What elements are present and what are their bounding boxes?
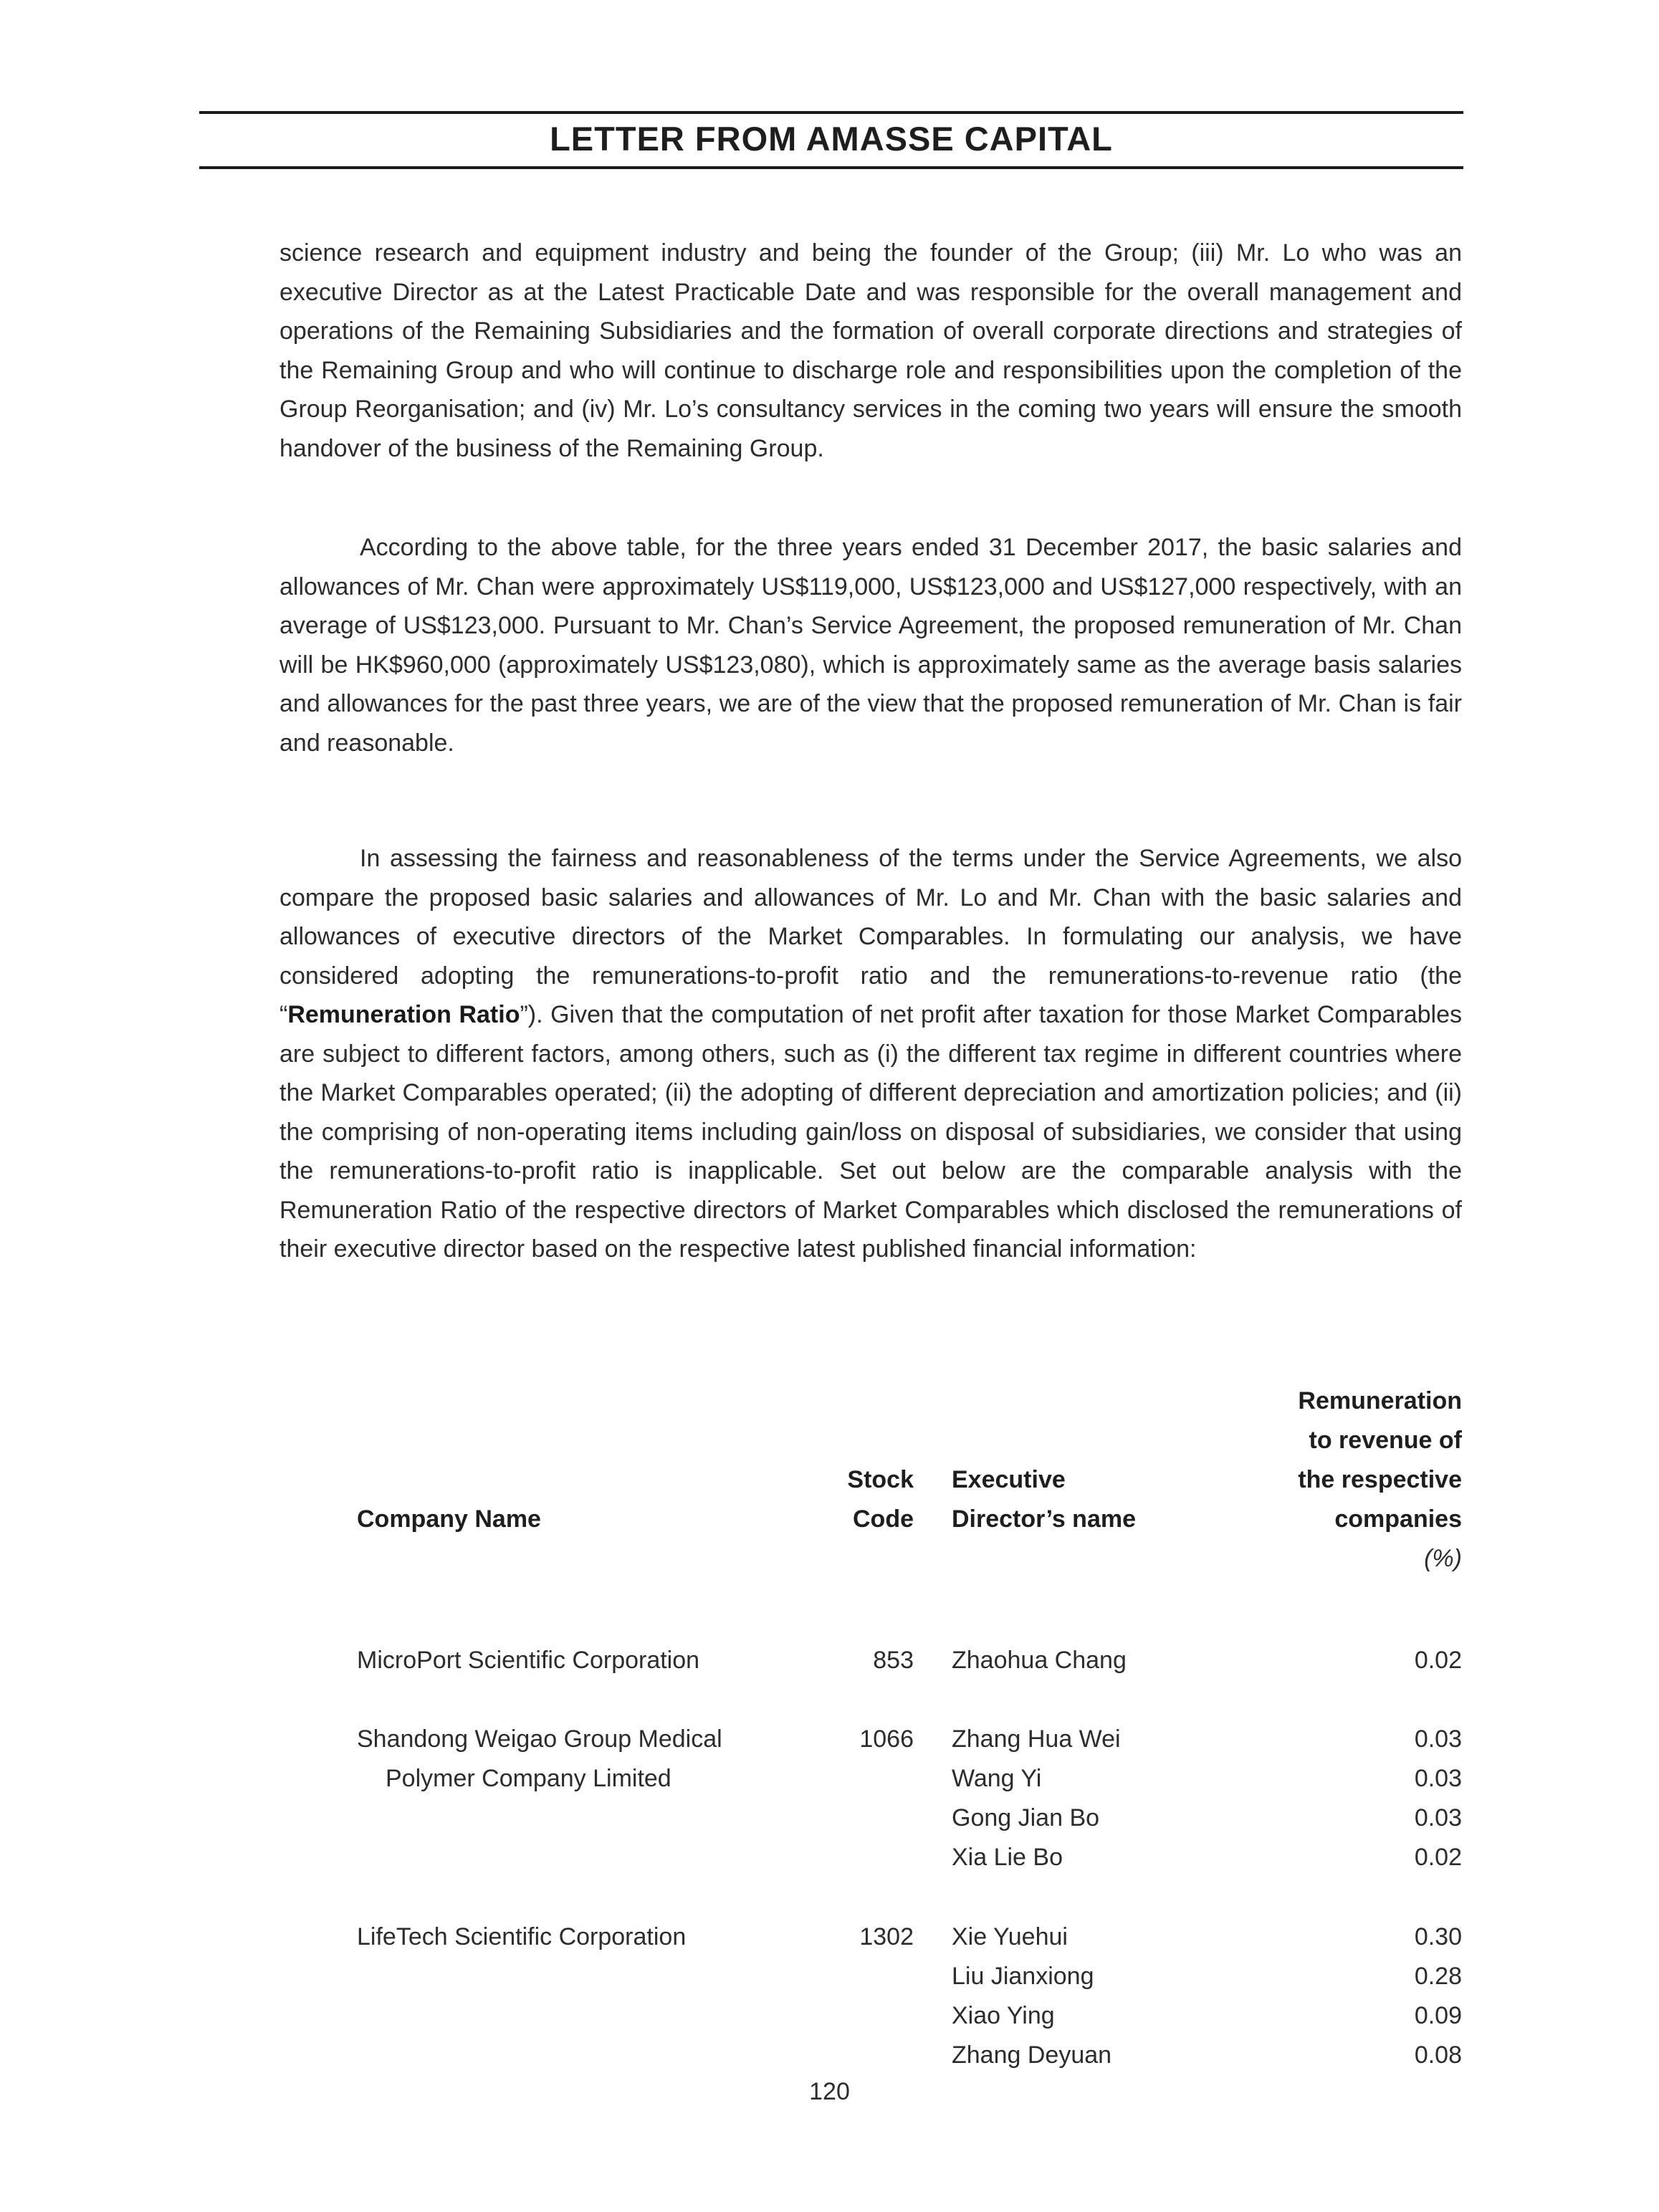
table-cell-director: Xie Yuehui [952, 1923, 1068, 1950]
paragraph-2-text: According to the above table, for the three years ended 31 December 2017, the basic salaries and allowances of Mr. Chan were approximately US$119,000, US$123,000 and US$127,000 respectively, with an average of US$123,000. Pursuant to Mr. Chan’s Service Agreement, the proposed remuneration of Mr. Chan will be HK$960,000 (approximately US$123,080), which is approximately same as the average basis salaries and allowances for the past three years, we are of the view that the proposed remuneration of Mr. Chan is fair and reasonable. [279, 534, 1462, 757]
table-cell-ratio: 0.03 [1414, 1804, 1462, 1832]
table-cell-ratio: 0.28 [1414, 1963, 1462, 1990]
column-header-company-name: Company Name [357, 1505, 541, 1533]
table-cell-director: Xia Lie Bo [952, 1844, 1063, 1871]
table-cell-stock-code: 1066 [859, 1725, 914, 1753]
table-cell-ratio: 0.30 [1414, 1923, 1462, 1950]
column-header-ratio-line-4: companies [1334, 1505, 1462, 1533]
column-header-ratio-line-1: Remuneration [1298, 1387, 1462, 1414]
column-header-ratio-line-3: the respective [1298, 1466, 1462, 1493]
page-number: 120 [809, 2078, 850, 2105]
table-cell-company: MicroPort Scientific Corporation [357, 1647, 700, 1674]
table-cell-company: Shandong Weigao Group Medical [357, 1725, 722, 1753]
table-cell-director: Liu Jianxiong [952, 1963, 1094, 1990]
table-cell-director: Zhaohua Chang [952, 1647, 1127, 1674]
table-cell-director: Gong Jian Bo [952, 1804, 1100, 1832]
table-cell-ratio: 0.02 [1414, 1844, 1462, 1871]
table-cell-ratio: 0.03 [1414, 1765, 1462, 1792]
paragraph-3-text-start: In assessing the fairness and reasonableness of the terms under the Service Agreements, we also compare the proposed basic salaries and allowances of Mr. Lo and Mr. Chan with the basic salaries and allowances of executive directors of the Market Comparables. In formulating our analysis, we have considered adopting the remunerations-to-profit ratio and the remunerations-to-revenue ratio (the “ [279, 845, 1462, 1028]
table-cell-stock-code: 1302 [859, 1923, 914, 1950]
table-cell-director: Xiao Ying [952, 2002, 1055, 2029]
table-cell-ratio: 0.03 [1414, 1725, 1462, 1753]
table-cell-company-continued: Polymer Company Limited [386, 1765, 671, 1792]
table-cell-director: Zhang Deyuan [952, 2041, 1112, 2069]
paragraph-3 [279, 839, 1462, 1269]
column-header-executive-line: Executive [952, 1466, 1066, 1493]
table-cell-stock-code: 853 [873, 1647, 914, 1674]
column-header-directors-name-line: Director’s name [952, 1505, 1136, 1533]
table-cell-director: Zhang Hua Wei [952, 1725, 1121, 1753]
column-header-stock-code [847, 1460, 914, 1539]
table-cell-ratio: 0.02 [1414, 1647, 1462, 1674]
page-header-title: LETTER FROM AMASSE CAPITAL [550, 120, 1113, 158]
table-cell-director: Wang Yi [952, 1765, 1042, 1792]
column-header-stock-line: Stock [847, 1466, 914, 1493]
column-header-director-name [952, 1460, 1136, 1539]
column-header-code-line: Code [853, 1505, 914, 1533]
header-bottom-rule [199, 166, 1463, 169]
table-cell-company: LifeTech Scientific Corporation [357, 1923, 687, 1950]
paragraph-2 [279, 528, 1462, 762]
column-header-remuneration-ratio [1298, 1382, 1462, 1539]
header-top-rule [199, 111, 1463, 114]
column-header-percent-unit: (%) [1424, 1545, 1462, 1572]
table-cell-ratio: 0.08 [1414, 2041, 1462, 2069]
column-header-ratio-line-2: to revenue of [1309, 1427, 1462, 1454]
remuneration-ratio-term: Remuneration Ratio [287, 1001, 520, 1028]
table-cell-ratio: 0.09 [1414, 2002, 1462, 2029]
paragraph-3-text-end: ”). Given that the computation of net profit after taxation for those Market Comparables are subject to different factors, among others, such as (i) the different tax regime in different countries where the Market Comparables operated; (ii) the adopting of different depreciation and amortization policies; and (ii) the comprising of non-operating items including gain/loss on disposal of subsidiaries, we consider that using the remunerations-to-profit ratio is inapplicable. Set out below are the comparable analysis with the Remuneration Ratio of the respective directors of Market Comparables which disclosed the remunerations of their executive director based on the respective latest published financial information: [279, 1001, 1462, 1263]
paragraph-1: science research and equipment industry and being the founder of the Group; (iii) Mr. Lo who was an executive Director as at the Latest Practicable Date and was responsible for the overall management and operations of the Remaining Subsidiaries and the formation of overall corporate directions and strategies of the Remaining Group and who will continue to discharge role and responsibilities upon the completion of the Group Reorganisation; and (iv) Mr. Lo’s consultancy services in the coming two years will ensure the smooth handover of the business of the Remaining Group. [279, 239, 1462, 462]
